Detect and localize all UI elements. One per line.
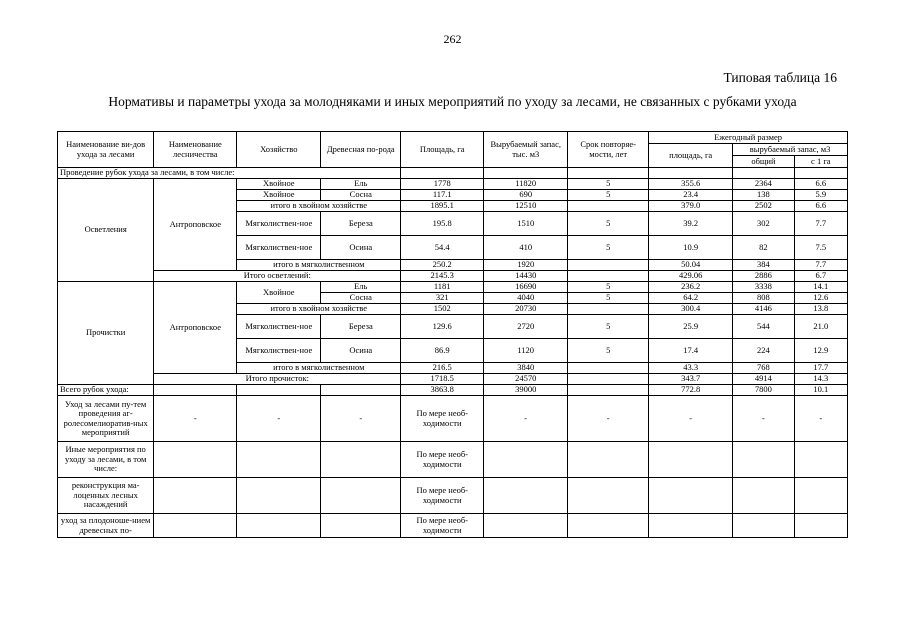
table-row	[58, 282, 848, 293]
area-cell: 1718.5	[401, 374, 484, 385]
species-cell: Осина	[321, 339, 401, 363]
total-cell: 224	[733, 339, 794, 363]
total-cell: 384	[733, 260, 794, 271]
care-type-cell: Иные мероприятия по уходу за лесами, в том числе:	[58, 442, 154, 478]
grand-total-label: Всего рубок ухода:	[58, 385, 154, 396]
total-label: Итого прочисток:	[154, 374, 401, 385]
table-row	[58, 478, 848, 514]
per-ha-cell: 21.0	[794, 315, 847, 339]
dash-cell: -	[154, 396, 237, 442]
total-cell: 544	[733, 315, 794, 339]
annual-area-cell: 343.7	[649, 374, 733, 385]
stock-cell: 11820	[484, 179, 568, 190]
subtotal-label: итого в мягколиственном	[237, 363, 401, 374]
stock-cell: 39000	[484, 385, 568, 396]
annual-area-cell: 23.4	[649, 190, 733, 201]
period-cell: 5	[568, 315, 649, 339]
page-number: 262	[443, 32, 462, 46]
total-cell: 138	[733, 190, 794, 201]
table-row	[58, 374, 848, 385]
per-ha-cell: 12.9	[794, 339, 847, 363]
stock-cell: 12510	[484, 201, 568, 212]
species-cell: Береза	[321, 212, 401, 236]
area-cell: По мере необ-ходимости	[401, 514, 484, 538]
area-cell: 3863.8	[401, 385, 484, 396]
annual-area-cell: 10.9	[649, 236, 733, 260]
annual-area-cell: 39.2	[649, 212, 733, 236]
stock-cell: 4040	[484, 293, 568, 304]
period-cell: 5	[568, 339, 649, 363]
per-ha-cell: 10.1	[794, 385, 847, 396]
household-cell: Хвойное	[237, 282, 321, 304]
period-cell: 5	[568, 236, 649, 260]
area-cell: 321	[401, 293, 484, 304]
household-cell: Мягколиствен-ное	[237, 212, 321, 236]
area-cell: 1181	[401, 282, 484, 293]
per-ha-cell: 6.7	[794, 271, 847, 282]
area-cell: 1895.1	[401, 201, 484, 212]
total-cell: 3338	[733, 282, 794, 293]
annual-area-cell: 64.2	[649, 293, 733, 304]
period-cell: 5	[568, 212, 649, 236]
per-ha-cell: 12.6	[794, 293, 847, 304]
area-cell: 129.6	[401, 315, 484, 339]
annual-area-cell: 25.9	[649, 315, 733, 339]
period-cell: 5	[568, 190, 649, 201]
total-cell: 82	[733, 236, 794, 260]
dash-cell: -	[484, 396, 568, 442]
area-cell: 250.2	[401, 260, 484, 271]
stock-cell: 16690	[484, 282, 568, 293]
total-cell: 7800	[733, 385, 794, 396]
section-label: Проведение рубок ухода за лесами, в том числе:	[58, 168, 401, 179]
area-cell: 1502	[401, 304, 484, 315]
household-cell: Хвойное	[237, 190, 321, 201]
header-forestry: Наименование лесничества	[154, 132, 237, 168]
stock-cell: 410	[484, 236, 568, 260]
area-cell: 86.9	[401, 339, 484, 363]
forest-care-table	[57, 131, 848, 538]
care-type-cell: уход за плодоноше-нием древесных по-	[58, 514, 154, 538]
dash-cell: -	[237, 396, 321, 442]
per-ha-cell: 14.3	[794, 374, 847, 385]
care-type-cell: Прочистки	[58, 282, 154, 385]
stock-cell: 1510	[484, 212, 568, 236]
species-cell: Ель	[321, 179, 401, 190]
annual-area-cell: 300.4	[649, 304, 733, 315]
area-cell: 1778	[401, 179, 484, 190]
area-cell: По мере необ-ходимости	[401, 396, 484, 442]
header-area: Площадь, га	[401, 132, 484, 168]
species-cell: Осина	[321, 236, 401, 260]
table-row	[58, 442, 848, 478]
species-cell: Сосна	[321, 190, 401, 201]
forestry-cell: Антроповское	[154, 179, 237, 271]
period-cell: 5	[568, 282, 649, 293]
species-cell: Береза	[321, 315, 401, 339]
period-cell: 5	[568, 179, 649, 190]
per-ha-cell: 17.7	[794, 363, 847, 374]
care-type-cell: Уход за лесами пу-тем проведения аг-ролесомелиоратив-ных мероприятий	[58, 396, 154, 442]
per-ha-cell: 7.7	[794, 260, 847, 271]
header-species: Древесная по-рода	[321, 132, 401, 168]
header-stock: Вырубаемый запас, тыс. м3	[484, 132, 568, 168]
per-ha-cell: 6.6	[794, 179, 847, 190]
per-ha-cell: 5.9	[794, 190, 847, 201]
area-cell: По мере необ-ходимости	[401, 442, 484, 478]
annual-area-cell: 50.04	[649, 260, 733, 271]
header-household: Хозяйство	[237, 132, 321, 168]
per-ha-cell: 7.5	[794, 236, 847, 260]
household-cell: Мягколиствен-ное	[237, 236, 321, 260]
stock-cell: 14430	[484, 271, 568, 282]
table-row	[58, 271, 848, 282]
subtotal-label: итого в мягколиственном	[237, 260, 401, 271]
area-cell: 54.4	[401, 236, 484, 260]
stock-cell: 20730	[484, 304, 568, 315]
area-cell: 117.1	[401, 190, 484, 201]
table-row	[58, 396, 848, 442]
stock-cell: 3840	[484, 363, 568, 374]
header-type: Наименование ви-дов ухода за лесами	[58, 132, 154, 168]
dash-cell: -	[733, 396, 794, 442]
total-cell: 808	[733, 293, 794, 304]
subtotal-label: итого в хвойном хозяйстве	[237, 201, 401, 212]
table-row	[58, 168, 848, 179]
header-per-ha: с 1 га	[794, 156, 847, 168]
per-ha-cell: 13.8	[794, 304, 847, 315]
total-cell: 2502	[733, 201, 794, 212]
stock-cell: 1120	[484, 339, 568, 363]
annual-area-cell: 43.3	[649, 363, 733, 374]
annual-area-cell: 772.8	[649, 385, 733, 396]
annual-area-cell: 429.06	[649, 271, 733, 282]
care-type-cell: Осветления	[58, 179, 154, 282]
stock-cell: 1920	[484, 260, 568, 271]
header-period: Срок повторяе-мости, лет	[568, 132, 649, 168]
dash-cell: -	[321, 396, 401, 442]
dash-cell: -	[649, 396, 733, 442]
dash-cell: -	[794, 396, 847, 442]
household-cell: Мягколиствен-ное	[237, 315, 321, 339]
household-cell: Хвойное	[237, 179, 321, 190]
care-type-cell: реконструкция ма-лоценных лесных насаждений	[58, 478, 154, 514]
annual-area-cell: 17.4	[649, 339, 733, 363]
table-row	[58, 179, 848, 190]
area-cell: 2145.3	[401, 271, 484, 282]
annual-area-cell: 236.2	[649, 282, 733, 293]
total-cell: 2364	[733, 179, 794, 190]
species-cell: Ель	[321, 282, 401, 293]
household-cell: Мягколиствен-ное	[237, 339, 321, 363]
per-ha-cell: 14.1	[794, 282, 847, 293]
header-annual: Ежегодный размер	[649, 132, 848, 144]
per-ha-cell: 7.7	[794, 212, 847, 236]
table-title: Нормативы и параметры ухода за молодняками и иных мероприятий по уходу за лесами, не связанных с рубками ухода	[108, 94, 797, 109]
stock-cell: 2720	[484, 315, 568, 339]
annual-area-cell: 355.6	[649, 179, 733, 190]
stock-cell: 690	[484, 190, 568, 201]
forestry-cell: Антроповское	[154, 282, 237, 374]
per-ha-cell: 6.6	[794, 201, 847, 212]
header-total: общий	[733, 156, 794, 168]
header-annual-stock: вырубаемый запас, м3	[733, 144, 848, 156]
table-label: Типовая таблица 16	[723, 70, 837, 85]
table-row	[58, 514, 848, 538]
area-cell: По мере необ-ходимости	[401, 478, 484, 514]
header-annual-area: площадь, га	[649, 144, 733, 168]
species-cell: Сосна	[321, 293, 401, 304]
area-cell: 216.5	[401, 363, 484, 374]
table-row	[58, 385, 848, 396]
total-cell: 4146	[733, 304, 794, 315]
stock-cell: 24570	[484, 374, 568, 385]
subtotal-label: итого в хвойном хозяйстве	[237, 304, 401, 315]
total-cell: 768	[733, 363, 794, 374]
period-cell: 5	[568, 293, 649, 304]
annual-area-cell: 379.0	[649, 201, 733, 212]
area-cell: 195.8	[401, 212, 484, 236]
total-label: Итого осветлений:	[154, 271, 401, 282]
total-cell: 2886	[733, 271, 794, 282]
dash-cell: -	[568, 396, 649, 442]
total-cell: 302	[733, 212, 794, 236]
total-cell: 4914	[733, 374, 794, 385]
